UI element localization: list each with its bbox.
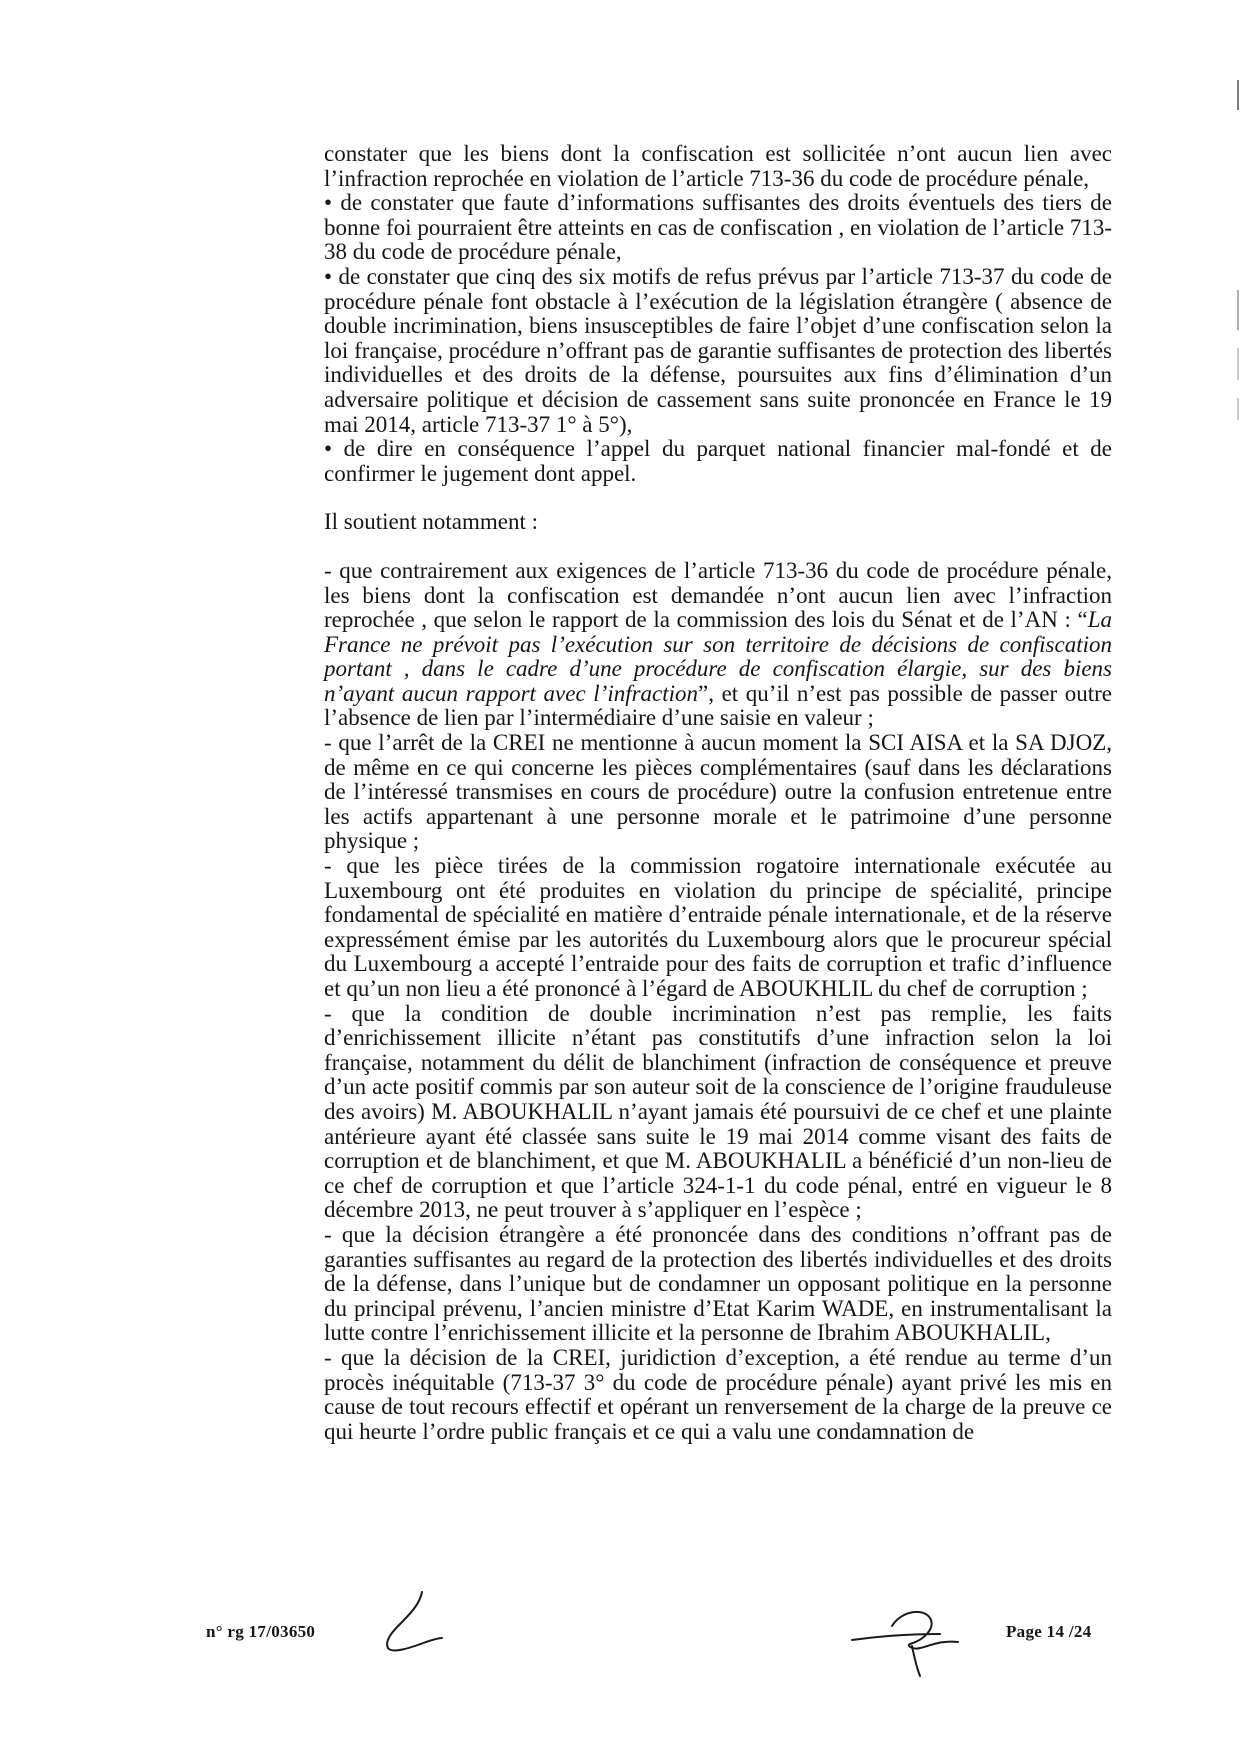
bullet-motifs-refus: • de constater que cinq des six motifs de refus prévus par l’article 713-37 du code de procédure pénale font obstacle à l’exécution de la législation étrangère ( absence de double incrimination, biens insusceptibles de faire l’objet d’une confiscation selon la loi française, procédure n’offrant pas de garantie suffisantes de protection des libertés individuelles et des droits de la défense, poursuites aux fins d’élimination d’un adversaire politique et décision de cassement sans suite prononcée en France le 19 mai 2014, article 713-37 1° à 5°),: [324, 263, 1112, 437]
scan-edge-marks: [1232, 80, 1240, 460]
argument-absence-lien-start: - que contrairement aux exigences de l’article 713-36 du code de procédure pénale, les biens dont la confiscation est demandée n’ont aucun lien avec l’infraction reprochée , que selon le rapport de la commission des lois du Sénat et de l’AN : “: [324, 557, 1112, 633]
argument-absence-lien: [324, 559, 1112, 731]
bullet-appel-mal-fonde: • de dire en conséquence l’appel du parquet national financier mal-fondé et de confirmer le jugement dont appel.: [324, 436, 1112, 486]
case-number: n° rg 17/03650: [206, 1622, 316, 1641]
paragraph-gap: [324, 535, 1112, 559]
argument-garanties: - que la décision étrangère a été prononcée dans des conditions n’offrant pas de garanties suffisantes au regard de la protection des libertés individuelles et des droits de la défense, dans l’unique but de condamner un opposant politique en la personne du principal prévenu, l’ancien ministre d’Etat Karim WADE, en instrumentalisant la lutte contre l’enrichissement illicite et la personne de Ibrahim ABOUKHALIL,: [324, 1221, 1112, 1346]
body-text: [324, 142, 1112, 1444]
initials-signature-right: [840, 1600, 970, 1680]
argument-crei-sci: - que l’arrêt de la CREI ne mentionne à aucun moment la SCI AISA et la SA DJOZ, de même en ce qui concerne les pièces complémentaires (sauf dans les déclarations de l’intéressé transmises en cours de procédure) outre la confusion entretenue entre les actifs appartenant à une personne morale et le patrimoine d’une personne physique ;: [324, 730, 1112, 854]
page-number: Page 14 /24: [1006, 1622, 1092, 1641]
argument-double-incrimination: - que la condition de double incrimination n’est pas remplie, les faits d’enrichissement illicite n’étant pas constitutifs d’une infraction selon la loi française, notamment du délit de blanchiment (infraction de conséquence et preuve d’un acte positif commis par son auteur soit de la conscience de l’origine frauduleuse des avoirs) M. ABOUKHALIL n’ayant jamais été poursuivi de ce chef et une plainte antérieure ayant été classée sans suite le 19 mai 2014 comme visant des faits de corruption et de blanchiment, et que M. ABOUKHALIL a bénéficié d’un non-lieu de ce chef de corruption et que l’article 324-1-1 du code pénal, entré en vigueur le 8 décembre 2013, ne peut trouver à s’appliquer en l’espèce ;: [324, 1000, 1112, 1223]
paragraph-gap: [324, 486, 1112, 510]
initials-signature-left: [380, 1588, 460, 1658]
argument-specialite: - que les pièce tirées de la commission rogatoire internationale exécutée au Luxembourg ont été produites en violation du principe de spécialité, principe fondamental de spécialité en matière d’entraide pénale internationale, et de la réserve expressément émise par les autorités du Luxembourg alors que le procureur spécial du Luxembourg a accepté l’entraide pour des faits de corruption et trafic d’influence et qu’un non lieu a été prononcé à l’égard de ABOUKHLIL du chef de corruption ;: [324, 853, 1112, 1001]
quote-senat: La France ne prévoit pas l’exécution sur son territoire de décisions de confiscation portant , dans le cadre d’une procédure de confiscation élargie, sur des biens n’ayant aucun rapport avec l’infraction: [324, 607, 1112, 706]
bullet-tiers-bonne-foi: • de constater que faute d’informations suffisantes des droits éventuels des tiers de bonne foi pourraient être atteints en cas de confiscation , en violation de l’article 713-38 du code de procédure pénale,: [324, 190, 1112, 265]
argument-absence-lien-end: ”, et qu’il n’est pas possible de passer outre l’absence de lien par l’intermédiaire d’une saisie en valeur ;: [324, 680, 1113, 731]
argument-proces-inequitable: - que la décision de la CREI, juridiction d’exception, a été rendue au terme d’un procès inéquitable (713-37 3° du code de procédure pénale) ayant privé les mis en cause de tout recours effectif et opérant un renversement de la charge de la preuve ce qui heurte l’ordre public français et ce qui a valu une condamnation de: [324, 1344, 1112, 1444]
intro-il-soutient: Il soutient notamment :: [324, 509, 538, 535]
paragraph-1: constater que les biens dont la confiscation est sollicitée n’ont aucun lien avec l’infraction reprochée en violation de l’article 713-36 du code de procédure pénale,: [324, 141, 1112, 191]
